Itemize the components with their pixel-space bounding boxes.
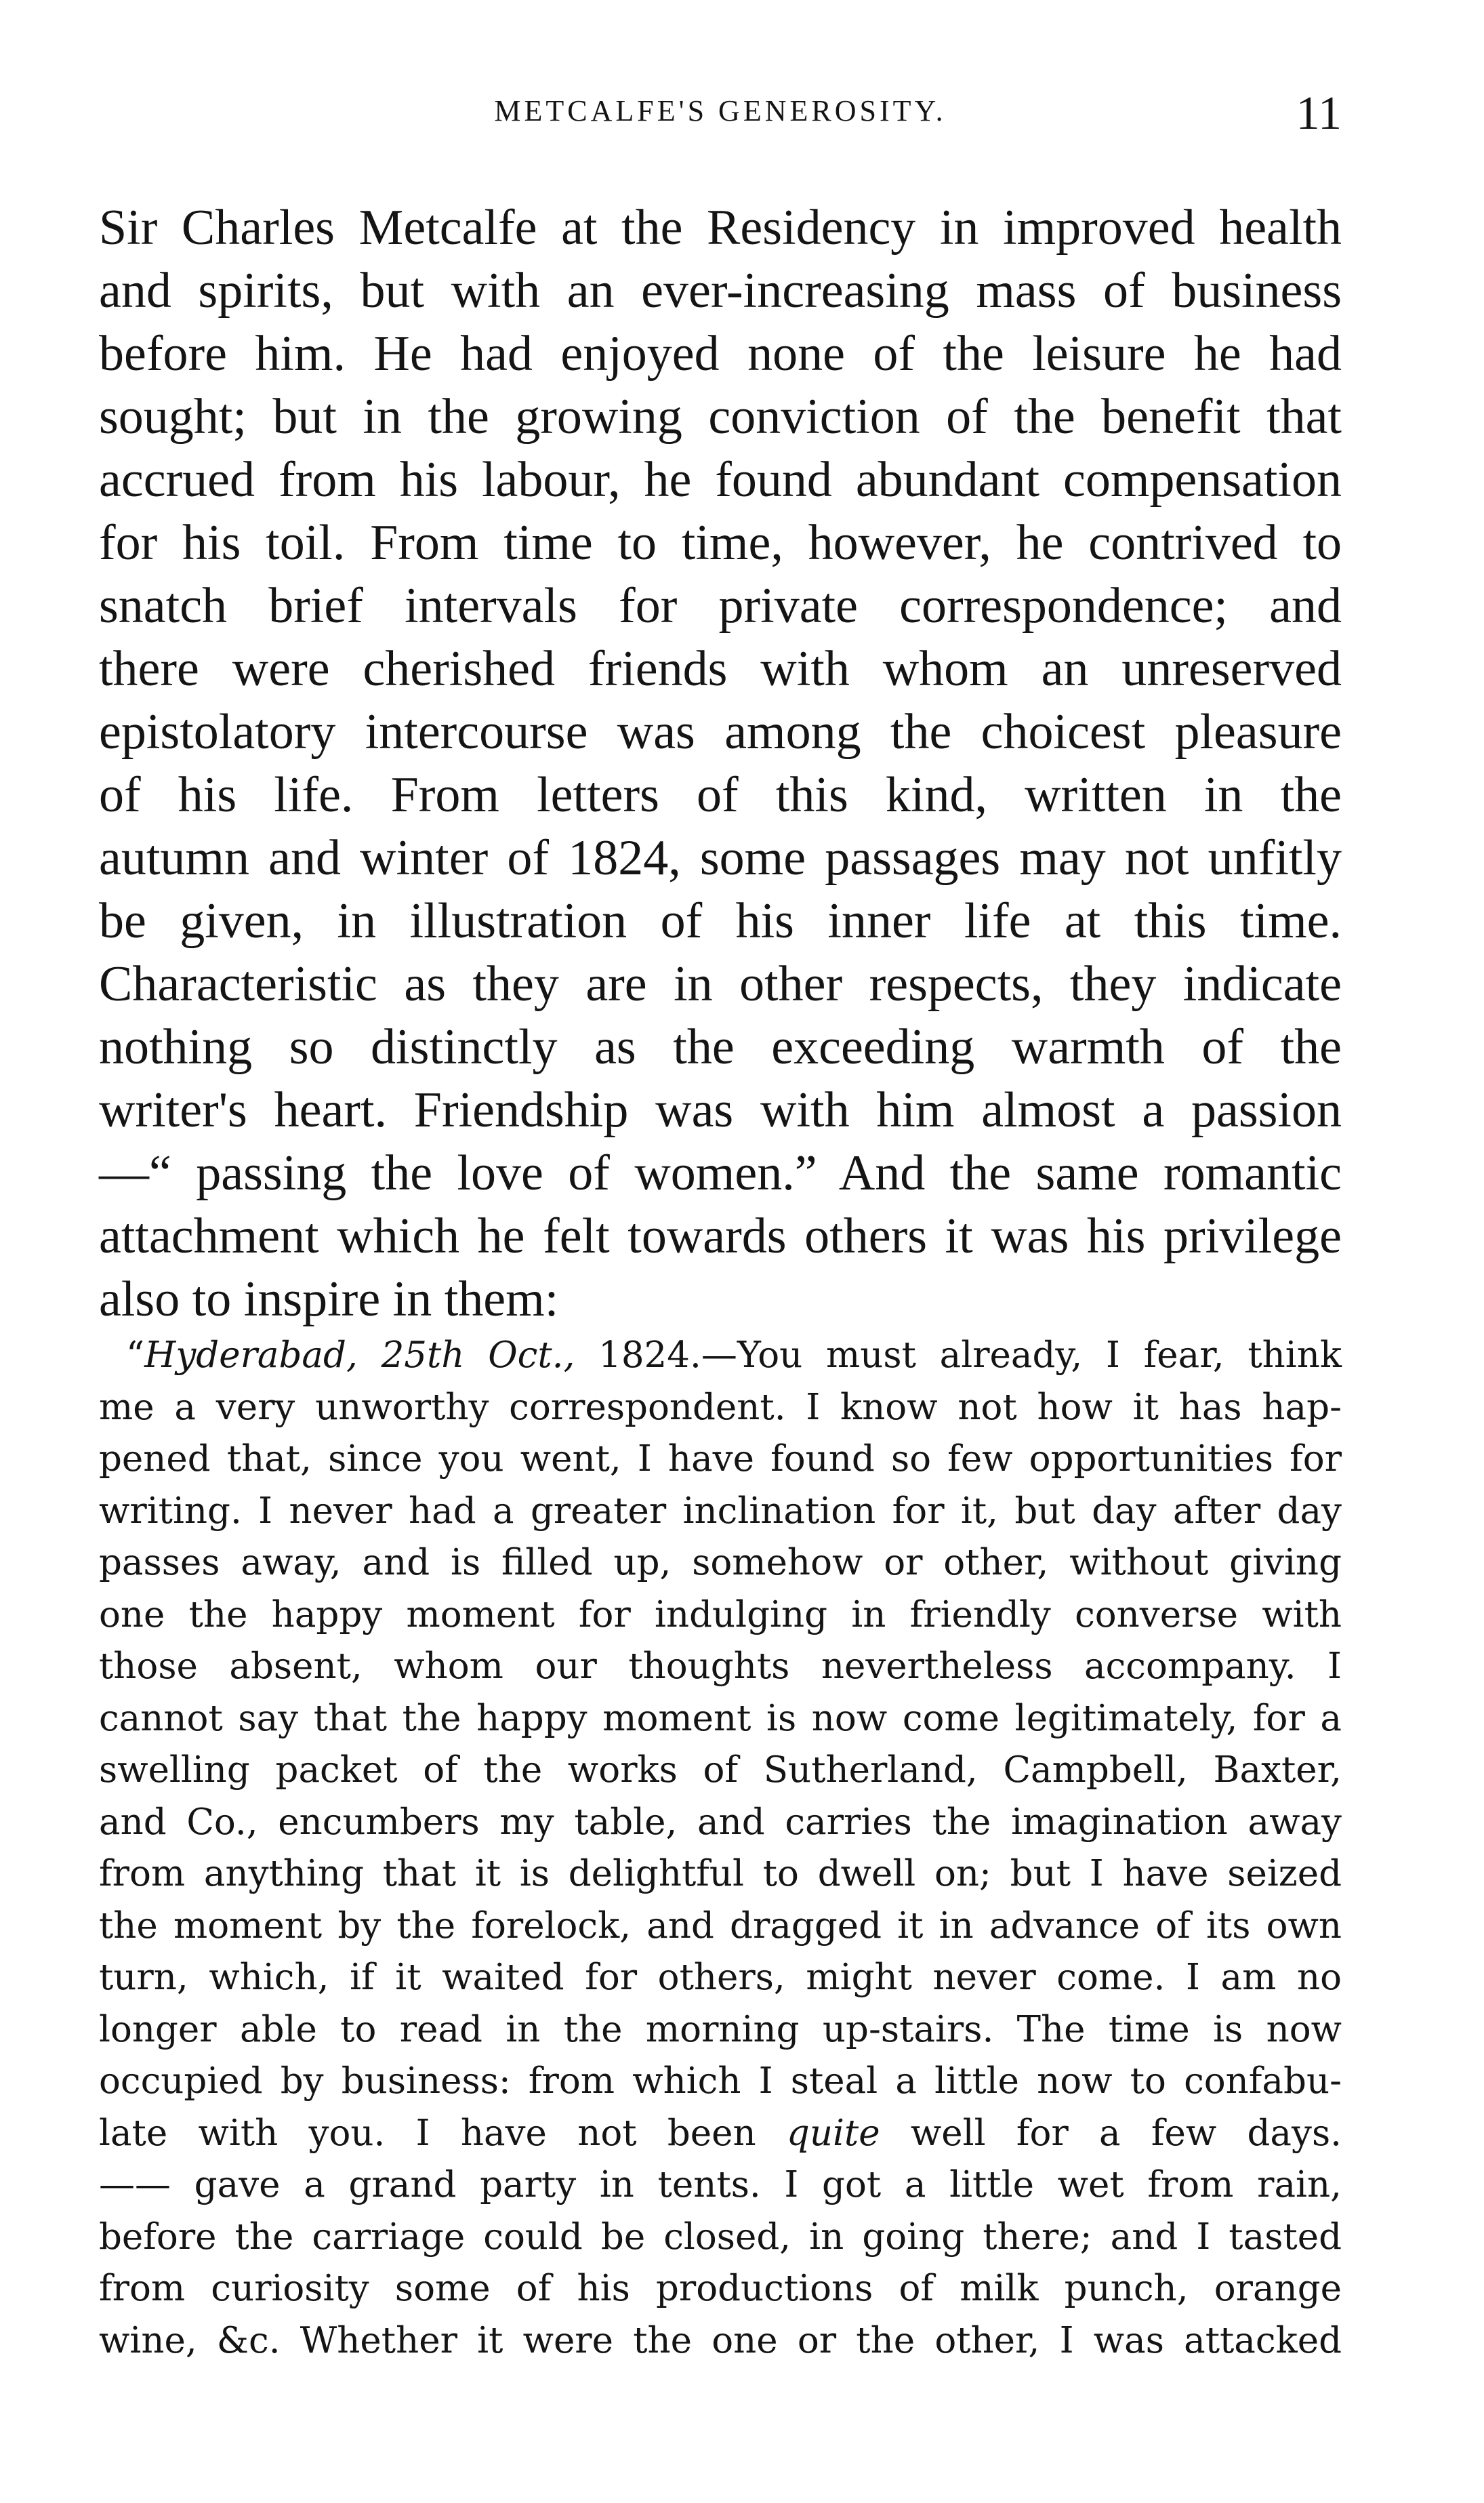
text-line: writer's heart. Friendship was with him almost a passion bbox=[99, 1082, 1342, 1138]
text-line: of his life. From letters of this kind, written in the bbox=[99, 767, 1342, 823]
quote-line: passes away, and is filled up, somehow or other, without giving bbox=[99, 1542, 1342, 1583]
quote-text: late with you. I have not been bbox=[99, 2112, 756, 2154]
letter-place: Hyderabad, bbox=[144, 1335, 358, 1376]
quote-line: one the happy moment for indulging in friendly converse with bbox=[99, 1593, 1342, 1635]
running-head bbox=[99, 87, 1342, 148]
emphasis-quite: quite bbox=[786, 2112, 880, 2154]
text-line: autumn and winter of 1824, some passages may not unfitly bbox=[99, 830, 1342, 886]
quote-line: longer able to read in the morning up-stairs. The time is now bbox=[99, 2008, 1342, 2050]
quote-line: from curiosity some of his productions of milk punch, orange bbox=[99, 2268, 1342, 2309]
page-number: 11 bbox=[1296, 87, 1342, 140]
quote-line bbox=[99, 2108, 1342, 2160]
quote-line: swelling packet of the works of Sutherland, Campbell, Baxter, bbox=[99, 1749, 1342, 1791]
quote-line: me a very unworthy correspondent. I know not how it has hap- bbox=[99, 1386, 1342, 1428]
open-quote: “ bbox=[126, 1335, 145, 1376]
letter-quotation bbox=[99, 1330, 1342, 2367]
quote-line: and Co., encumbers my table, and carries the imagination away bbox=[99, 1801, 1342, 1843]
quote-line: writing. I never had a greater inclination for it, but day after day bbox=[99, 1490, 1342, 1532]
text-line: before him. He had enjoyed none of the leisure he had bbox=[99, 326, 1342, 382]
text-line: for his toil. From time to time, however, he contrived to bbox=[99, 515, 1342, 571]
quote-line: the moment by the forelock, and dragged it in advance of its own bbox=[99, 1905, 1342, 1947]
quote-line: those absent, whom our thoughts nevertheless accompany. I bbox=[99, 1646, 1342, 1687]
text-line: be given, in illustration of his inner life at this time. bbox=[99, 893, 1342, 949]
quote-line: from anything that it is delightful to dwell on; but I have seized bbox=[99, 1853, 1342, 1894]
text-line: there were cherished friends with whom an unreserved bbox=[99, 641, 1342, 697]
quote-text: 1824.—You must already, I fear, think bbox=[598, 1335, 1342, 1376]
running-title: METCALFE'S GENEROSITY. bbox=[494, 94, 947, 127]
quote-line bbox=[99, 1330, 1342, 1382]
quote-line: —— gave a grand party in tents. I got a little wet from rain, bbox=[99, 2164, 1342, 2205]
quote-line: occupied by business: from which I steal a little now to confabu- bbox=[99, 2060, 1342, 2102]
quote-line: wine, &c. Whether it were the one or the other, I was attacked bbox=[99, 2319, 1342, 2361]
text-line: attachment which he felt towards others it was his privilege bbox=[99, 1208, 1342, 1264]
quote-line: pened that, since you went, I have found so few opportunities for bbox=[99, 1438, 1342, 1480]
text-line: —“ passing the love of women.” And the same romantic bbox=[99, 1145, 1342, 1201]
text-line: epistolatory intercourse was among the choicest pleasure bbox=[99, 704, 1342, 760]
quote-line: cannot say that the happy moment is now come legitimately, for a bbox=[99, 1697, 1342, 1739]
quote-text: well for a few days. bbox=[910, 2112, 1342, 2154]
body-paragraph bbox=[99, 197, 1342, 1331]
text-line: accrued from his labour, he found abundant compensation bbox=[99, 452, 1342, 508]
text-line: snatch brief intervals for private correspondence; and bbox=[99, 578, 1342, 634]
letter-date: 25th Oct., bbox=[381, 1335, 575, 1376]
text-line: nothing so distinctly as the exceeding warmth of the bbox=[99, 1019, 1342, 1075]
text-line: also to inspire in them: bbox=[99, 1271, 559, 1327]
quote-line: turn, which, if it waited for others, might never come. I am no bbox=[99, 1957, 1342, 1998]
text-line: and spirits, but with an ever-increasing mass of business bbox=[99, 263, 1342, 319]
text-line: Characteristic as they are in other respects, they indicate bbox=[99, 956, 1342, 1012]
text-line: sought; but in the growing conviction of the benefit that bbox=[99, 389, 1342, 445]
quote-line: before the carriage could be closed, in going there; and I tasted bbox=[99, 2216, 1342, 2258]
text-line: Sir Charles Metcalfe at the Residency in improved health bbox=[99, 200, 1342, 256]
